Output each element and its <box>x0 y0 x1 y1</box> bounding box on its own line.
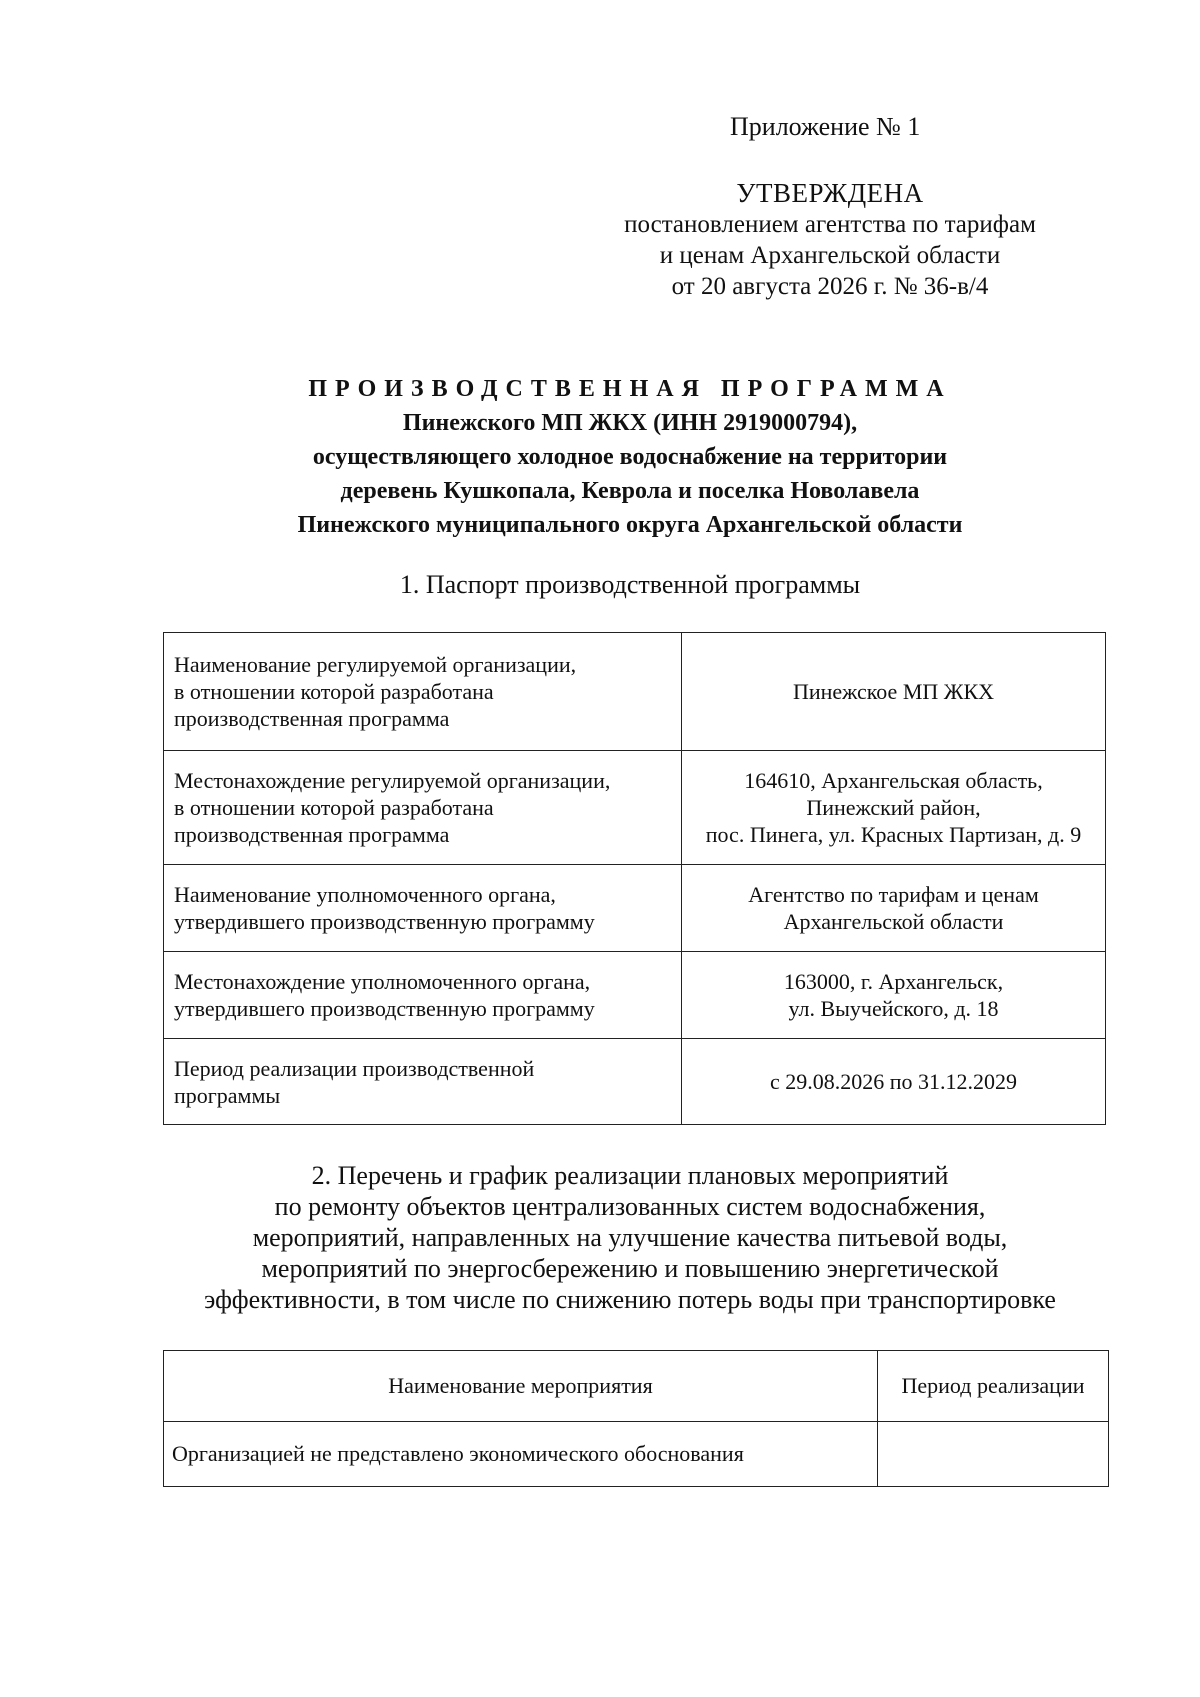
passport-table <box>163 632 1106 1125</box>
title-line: Пинежского МП ЖКХ (ИНН 2919000794), <box>402 410 858 436</box>
title-line: осуществляющего холодное водоснабжение на территории <box>312 444 948 470</box>
col-period: Период реализации <box>878 1351 1109 1422</box>
table-row <box>164 865 1106 952</box>
approval-line: от 20 августа 2026 г. № 36-в/4 <box>671 273 989 300</box>
program-title: ПРОИЗВОДСТВЕННАЯ ПРОГРАММА <box>308 376 952 402</box>
passport-key: Наименование регулируемой организации, в отношении которой разработана производственная программа <box>164 633 682 751</box>
passport-value: Пинежское МП ЖКХ <box>682 633 1106 751</box>
passport-value: 164610, Архангельская область, Пинежский район, пос. Пинега, ул. Красных Партизан, д. 9 <box>682 751 1106 865</box>
passport-key: Местонахождение регулируемой организации, в отношении которой разработана производственная программа <box>164 751 682 865</box>
passport-value: Агентство по тарифам и ценам Архангельской области <box>682 865 1106 952</box>
title-line: Пинежского муниципального округа Архангельской области <box>297 512 963 538</box>
table-row <box>164 1039 1106 1125</box>
event-name-cell: Организацией не представлено экономического обоснования <box>164 1422 878 1487</box>
passport-value: с 29.08.2026 по 31.12.2029 <box>682 1039 1106 1125</box>
title-line: деревень Кушкопала, Кеврола и поселка Новолавела <box>340 478 920 504</box>
appendix-label: Приложение № 1 <box>730 112 921 141</box>
approved-label: УТВЕРЖДЕНА <box>736 178 924 208</box>
events-table <box>163 1350 1109 1487</box>
table-row <box>164 633 1106 751</box>
passport-key: Период реализации производственной программы <box>164 1039 682 1125</box>
passport-key: Наименование уполномоченного органа, утвердившего производственную программу <box>164 865 682 952</box>
section1-heading: 1. Паспорт производственной программы <box>399 570 861 599</box>
col-event-name: Наименование мероприятия <box>164 1351 878 1422</box>
event-period-cell <box>878 1422 1109 1487</box>
section2-heading: 2. Перечень и график реализации плановых мероприятий по ремонту объектов централизованных систем водоснабжения, мероприятий, направленных на улучшение качества питьевой воды, мероприятий по энергосбережению и повышению энергетической эффективности, в том числе по снижению потерь воды при транспортировке <box>204 1161 1056 1314</box>
document-title <box>140 372 1120 542</box>
table-header-row <box>164 1351 1109 1422</box>
table-row <box>164 952 1106 1039</box>
approval-stamp <box>560 178 1100 302</box>
table-row <box>164 1422 1109 1487</box>
passport-value: 163000, г. Архангельск, ул. Выучейского, д. 18 <box>682 952 1106 1039</box>
table-row <box>164 751 1106 865</box>
passport-key: Местонахождение уполномоченного органа, утвердившего производственную программу <box>164 952 682 1039</box>
approval-line: постановлением агентства по тарифам <box>624 211 1036 238</box>
approval-line: и ценам Архангельской области <box>659 242 1001 269</box>
